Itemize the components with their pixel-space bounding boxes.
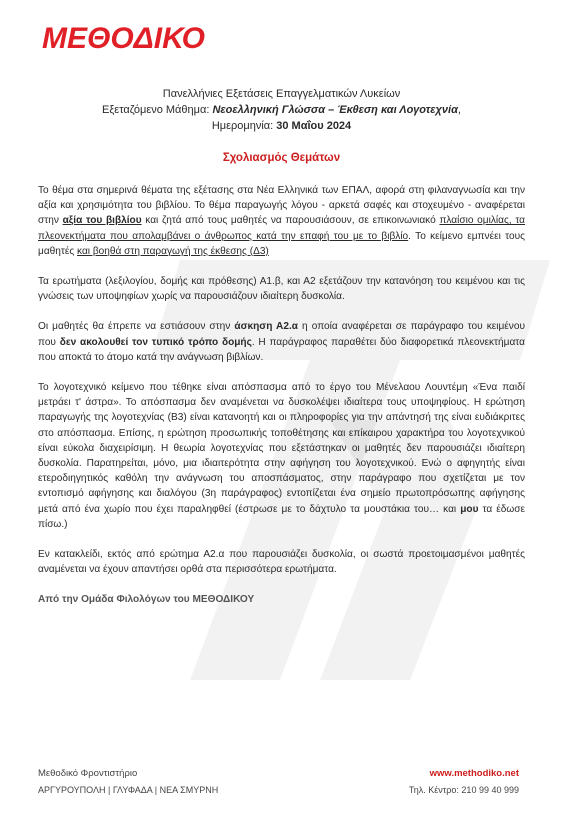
website-link[interactable]: www.methodiko.net [429, 768, 519, 779]
p3-text-a: Οι μαθητές θα έπρεπε να εστιάσουν στην [38, 321, 235, 333]
p3-text-c: η οποία αναφέρεται σε παράγραφο του κειμένου που [38, 321, 525, 348]
date-prefix: Ημερομηνία: [211, 120, 277, 132]
p1-text-a: Το θέμα στα σημερινά θέματα της εξέτασης στα Νέα Ελληνικά των ΕΠΑΛ, αφορά στη φιλαναγνωσία και την αξία και χρησιμότητα του βιβλίου. Το θέμα παραγωγής λόγου - αρκετά σαφές και στοχευμένο - αναφέρεται στην [38, 185, 525, 227]
footer-right [409, 765, 519, 799]
subject-prefix: Εξεταζόμενο Μάθημα: [102, 104, 213, 116]
subject-name: Νεοελληνική Γλώσσα – Έκθεση και Λογοτεχνία [212, 104, 458, 116]
p1-underlined-speech: πλαίσιο ομιλίας, τα πλεονεκτήματα που απολαμβάνει ο άνθρωπος κατά την επαφή του με το βιβλίο [38, 215, 526, 242]
p1-text-e: . Το κείμενο εμπνέει τους μαθητές [38, 230, 525, 257]
date-line [0, 118, 563, 134]
paragraph-2: Τα ερωτήματα (λεξιλογίου, δομής και πρόθεσης) Α1.β, και Α2 εξετάζουν την κατανόηση του κειμένου και τις γνώσεις των υποψηφίων χωρίς να παρουσιάζουν ιδιαίτερη δυσκολία. [38, 276, 525, 303]
footer-phone: Τηλ. Κέντρο: 210 99 40 999 [408, 785, 519, 795]
footer-locations: ΑΡΓΥΡΟΥΠΟΛΗ | ΓΛΥΦΑΔΑ | ΝΕΑ ΣΜΥΡΝΗ [38, 785, 219, 795]
exam-name: Πανελλήνιες Εξετάσεις Επαγγελματικών Λυκείων [162, 88, 401, 100]
signature: Από την Ομάδα Φιλολόγων του ΜΕΘΟΔΙΚΟΥ [38, 594, 255, 606]
document-title: Σχολιασμός Θεμάτων [222, 152, 341, 164]
logo-text: ΜΕΘΟΔΙΚΟ [42, 22, 205, 55]
p3-text-e: . Η παράγραφος παραθέτει δύο διαφορετικά πλεονεκτήματα που αποκτά το άτομο κατά την ανάγνωση βιβλίων. [38, 336, 525, 363]
document-header [0, 86, 563, 134]
p4-text-c: τα έδωσε πίσω.) [38, 503, 525, 530]
paragraph-1 [38, 183, 525, 259]
p4-emphasis: μου [460, 503, 479, 515]
p3-exercise: άσκηση Α2.α [234, 321, 298, 333]
p1-underlined-essay: και βοηθά στη παραγωγή της έκθεσης (Δ3) [77, 245, 269, 257]
footer-left [38, 765, 218, 799]
document-body [38, 183, 525, 623]
methodiko-logo [42, 20, 232, 56]
subject-suffix: , [457, 104, 461, 116]
p1-emphasis-book-value: αξία του βιβλίου [62, 215, 142, 227]
p4-text-a: Το λογοτεχνικό κείμενο που τέθηκε είναι απόσπασμα από το έργο του Μένελαου Λουντέμη «Ένα παιδί μετράει τ' άστρα». Το απόσπασμα δεν αναμένεται να δυσκολέψει ιδιαίτερα τους υποψηφίους. Η ερώτηση παραγωγής της λογοτεχνίας (Β3) είναι κατανοητή και οι πληροφορίες για την απάντησή της είναι ευδιάκριτες στο απόσπασμα. Επίσης, η ερώτηση προσωπικής τοποθέτησης και επίκαιρου χαρακτήρα του λογοτεχνικού είναι εύκολα διαχειρίσιμη. Η θεωρία λογοτεχνίας που εξετάστηκαν οι μαθητές δεν παρουσιάζει ιδιαίτερη δυσκολία. Παρατηρείται, μόνο, μια ιδιαιτερότητα στην αφήγηση του λογοτεχνικού. Ενώ ο αφηγητής είναι ετεροδιηγητικός καθόλη την ανάγνωση του αποσπάσματος, στην παράγραφο που σχετίζεται με τον εντοπισμό αφήγησης και διαλόγου (3η παράγραφος) εντοπίζεται ένα σημείο πρωτοπρόσωπης αφήγησης μετά από ένα χωρίο που έχει παραληφθεί (έστρωσε με το δάχτυλο τα μουστάκια του… και [38, 382, 525, 515]
p1-text-c: και ζητά από τους μαθητές να παρουσιάσουν, σε επικοινωνιακό [141, 215, 440, 227]
exam-date: 30 Μαΐου 2024 [276, 120, 352, 132]
paragraph-5: Εν κατακλείδι, εκτός από ερώτημα Α2.α που παρουσιάζει δυσκολία, οι σωστά προετοιμασμένοι μαθητές αναμένεται να έχουν απαντήσει ορθά στα περισσότερα ερωτήματα. [38, 549, 525, 576]
footer-brand: Μεθοδικό Φροντιστήριο [38, 768, 138, 779]
p3-structure: δεν ακολουθεί τον τυπικό τρόπο δομής [59, 336, 252, 348]
paragraph-4 [38, 380, 525, 532]
subject-line [0, 102, 563, 118]
paragraph-3 [38, 319, 525, 365]
